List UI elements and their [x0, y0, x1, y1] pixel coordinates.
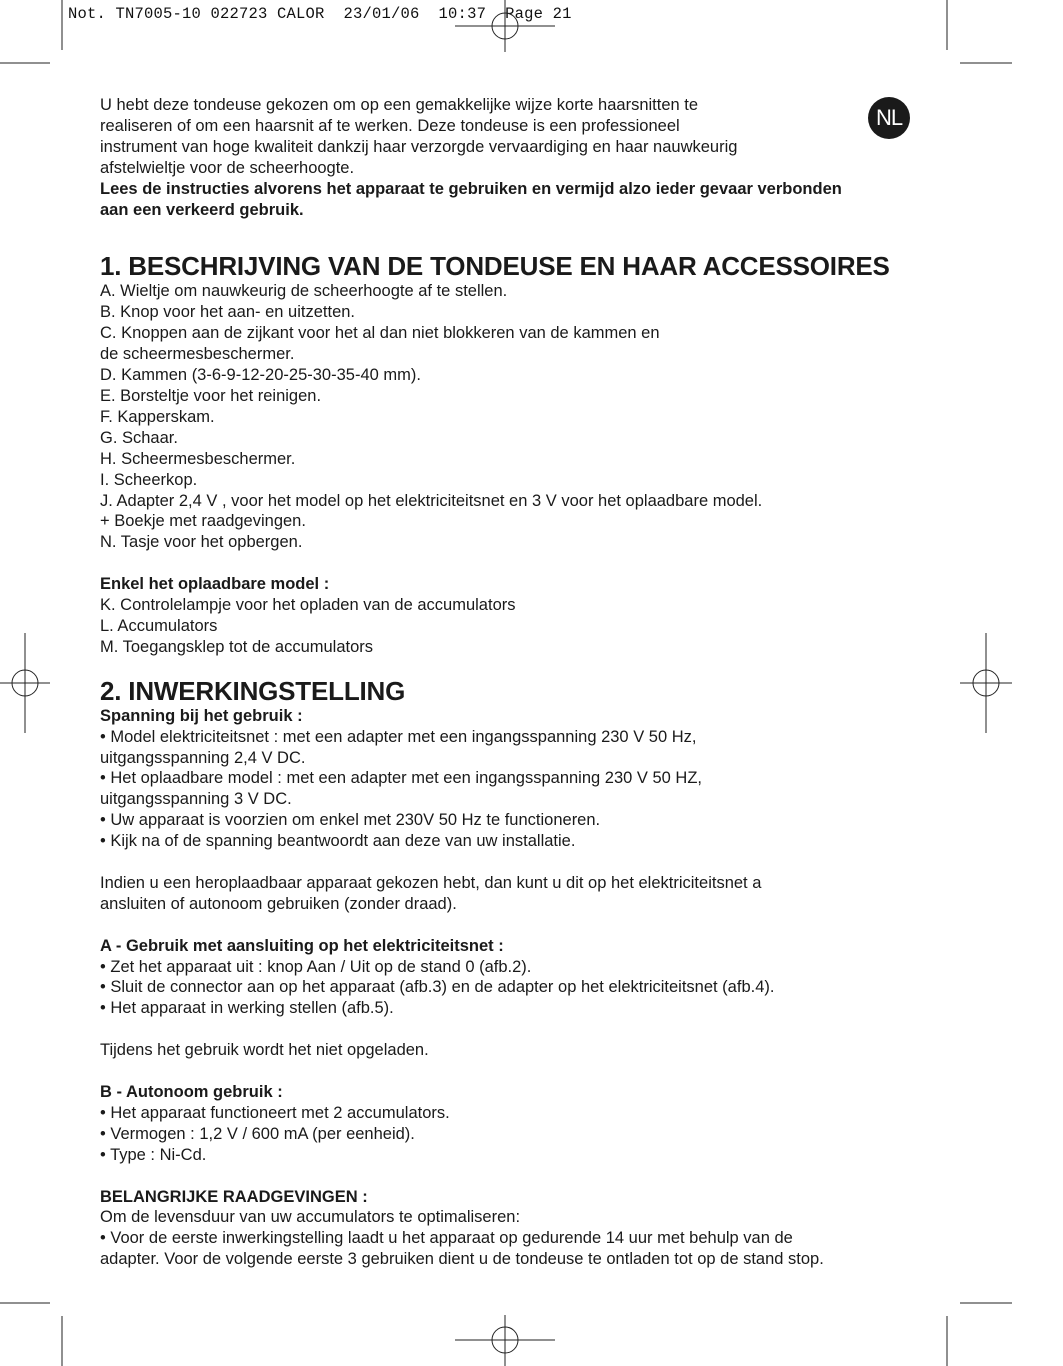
- list-item: F. Kapperskam.: [100, 407, 215, 426]
- list-item: • Sluit de connector aan op het apparaat (afb.3) en de adapter op het elektriciteitsnet (afb.4).: [100, 978, 775, 997]
- rechargeable-heading: Enkel het oplaadbare model :: [100, 575, 330, 594]
- autonomous-use-heading: B - Autonoom gebruik :: [100, 1082, 283, 1101]
- recharge-note-line: ansluiten of autonoom gebruiken (zonder draad).: [100, 894, 457, 913]
- list-item: C. Knoppen aan de zijkant voor het al dan niet blokkeren van de kammen en: [100, 324, 660, 343]
- voltage-heading: Spanning bij het gebruik :: [100, 706, 303, 725]
- list-item: • Het apparaat in werking stellen (afb.5).: [100, 999, 394, 1018]
- list-item: D. Kammen (3-6-9-12-20-25-30-35-40 mm).: [100, 366, 421, 385]
- list-item: de scheermesbeschermer.: [100, 345, 295, 364]
- list-item: J. Adapter 2,4 V , voor het model op het elektriciteitsnet en 3 V voor het oplaadbare model.: [100, 491, 763, 510]
- voltage-line: uitgangsspanning 3 V DC.: [100, 790, 292, 809]
- section-1-title: 1. BESCHRIJVING VAN DE TONDEUSE EN HAAR ACCESSOIRES: [100, 251, 890, 282]
- list-item: G. Schaar.: [100, 428, 178, 447]
- list-item: + Boekje met raadgevingen.: [100, 512, 306, 531]
- language-badge: NL: [868, 97, 910, 139]
- advice-line: • Voor de eerste inwerkingstelling laadt u het apparaat op gedurende 14 uur met behulp van de: [100, 1229, 793, 1248]
- voltage-line: • Uw apparaat is voorzien om enkel met 230V 50 Hz te functioneren.: [100, 811, 601, 830]
- advice-line: Om de levensduur van uw accumulators te optimaliseren:: [100, 1208, 521, 1227]
- mains-use-note: Tijdens het gebruik wordt het niet opgeladen.: [100, 1041, 429, 1060]
- recharge-note-line: Indien u een heroplaadbaar apparaat gekozen hebt, dan kunt u dit op het elektriciteitsnet a: [100, 873, 762, 892]
- list-item: M. Toegangsklep tot de accumulators: [100, 637, 374, 656]
- list-item: I. Scheerkop.: [100, 470, 198, 489]
- document-body: [100, 95, 900, 1270]
- list-item: • Type : Ni-Cd.: [100, 1145, 207, 1164]
- list-item: • Vermogen : 1,2 V / 600 mA (per eenheid).: [100, 1124, 415, 1143]
- voltage-line: uitgangsspanning 2,4 V DC.: [100, 748, 306, 767]
- list-item: H. Scheermesbeschermer.: [100, 449, 296, 468]
- list-item: E. Borsteltje voor het reinigen.: [100, 386, 322, 405]
- list-item: • Het apparaat functioneert met 2 accumulators.: [100, 1103, 450, 1122]
- intro-line: realiseren of om een haarsnit af te werken. Deze tondeuse is een professioneel: [100, 116, 680, 135]
- intro-line: afstelwieltje voor de scheerhoogte.: [100, 158, 355, 177]
- list-item: K. Controlelampje voor het opladen van de accumulators: [100, 596, 516, 615]
- intro-line: instrument van hoge kwaliteit dankzij haar verzorgde vervaardiging en haar nauwkeurig: [100, 137, 738, 156]
- advice-heading: BELANGRIJKE RAADGEVINGEN :: [100, 1187, 368, 1206]
- list-item: N. Tasje voor het opbergen.: [100, 533, 303, 552]
- section-2-title: 2. INWERKINGSTELLING: [100, 675, 406, 706]
- warning-line: aan een verkeerd gebruik.: [100, 200, 304, 219]
- intro-line: U hebt deze tondeuse gekozen om op een gemakkelijke wijze korte haarsnitten te: [100, 96, 699, 114]
- list-item: A. Wieltje om nauwkeurig de scheerhoogte af te stellen.: [100, 282, 508, 301]
- warning-line: Lees de instructies alvorens het apparaat te gebruiken en vermijd alzo ieder gevaar verbonden: [100, 179, 842, 198]
- list-item: L. Accumulators: [100, 616, 218, 635]
- advice-line: adapter. Voor de volgende eerste 3 gebruiken dient u de tondeuse te ontladen tot op de stand stop.: [100, 1250, 824, 1269]
- list-item: • Zet het apparaat uit : knop Aan / Uit op de stand 0 (afb.2).: [100, 957, 532, 976]
- voltage-line: • Model elektriciteitsnet : met een adapter met een ingangsspanning 230 V 50 Hz,: [100, 727, 697, 746]
- list-item: B. Knop voor het aan- en uitzetten.: [100, 303, 356, 322]
- voltage-line: • Het oplaadbare model : met een adapter met een ingangsspanning 230 V 50 HZ,: [100, 769, 703, 788]
- mains-use-heading: A - Gebruik met aansluiting op het elektriciteitsnet :: [100, 936, 504, 955]
- print-slug: Not. TN7005-10 022723 CALOR 23/01/06 10:37 Page 21: [68, 5, 572, 23]
- voltage-line: • Kijk na of de spanning beantwoordt aan deze van uw installatie.: [100, 832, 576, 851]
